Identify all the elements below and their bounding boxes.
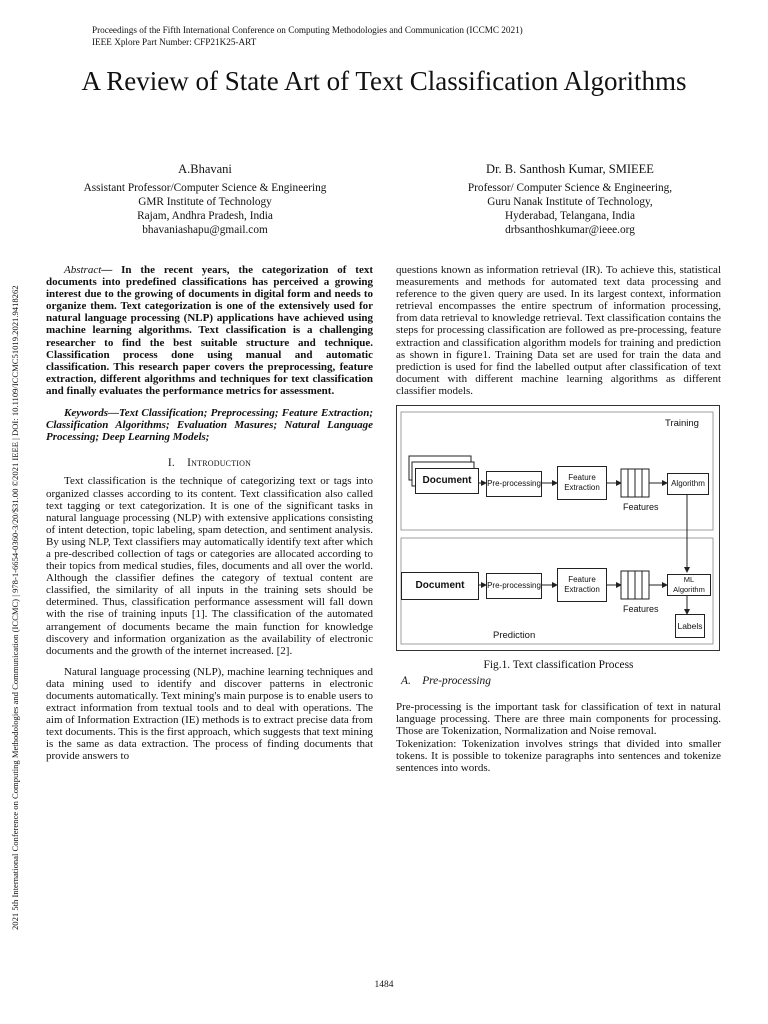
figure-connectors	[397, 406, 719, 650]
author-affiliation: Assistant Professor/Computer Science & Engineering	[83, 182, 327, 194]
feature-extraction-box-prediction: Feature Extraction	[557, 568, 607, 602]
intro-paragraph-1: Text classification is the technique of categorizing text or tags into organized classes according to its content. Text classification also called text tagging or text categorization. It is one of the significant tasks in natural language processing (NLP) with extensive applications consisting of intent detection, topic labeling, spam detection, and sentiment analysis. By using NLP, Text classifiers may automatically identify text after which a pre-described collection of tags or categories are allocated according to their topics from medical studies, files, documents and all over the world. Although the classifier defines the category of textual content are classified, the similarity of all inputs in the training sets should be determined. Thus, classification performance assessment will fall down with the rise of training inputs [1]. The classification of the automated arrangement of documents became the main function for knowledge discovery and information organization as the availability of electronic documents and the growth of the internet increased. [2].	[46, 475, 373, 657]
labels-box: Labels	[675, 614, 705, 638]
author-location: Rajam, Andhra Pradesh, India	[137, 210, 273, 222]
section-number: I.	[167, 457, 175, 470]
header-line-2: IEEE Xplore Part Number: CFP21K25-ART	[92, 37, 257, 47]
author-affiliation: Professor/ Computer Science & Engineering,	[467, 182, 673, 194]
author-email: bhavaniashapu@gmail.com	[142, 224, 268, 236]
algorithm-box: Algorithm	[667, 473, 709, 495]
author-2	[420, 162, 720, 237]
author-email: drbsanthoshkumar@ieee.org	[505, 224, 635, 236]
prediction-label: Prediction	[493, 630, 536, 642]
subsection-title: Pre-processing	[422, 675, 491, 688]
abstract-label: Abstract	[64, 264, 102, 276]
preprocessing-box: Pre-processing	[486, 471, 542, 497]
document-box: Document	[415, 468, 479, 494]
author-location: Hyderabad, Telangana, India	[504, 210, 636, 222]
author-1	[60, 162, 350, 237]
abstract	[46, 264, 373, 397]
author-institute: Guru Nanak Institute of Technology,	[487, 196, 653, 208]
doi-sidebar: 2021 5th International Conference on Computing Methodologies and Communication (ICCMC) | 978-1-6654-0360-3/20/$31.00 ©2021 IEEE | DOI: 10.1109/ICCMC51019.2021.9418262	[10, 285, 20, 930]
intro-paragraph-2: Natural language processing (NLP), machine learning techniques and data mining used to identify and discover patterns in electronic documents automatically. Text mining's main purpose is to enable users to extract information from textual tools and to deal with operations. The aim of Information Extraction (IE) methods is to extract precise data from text documents. This is the first approach, which suggests that text mining is the same as data extraction. The process of finding documents that provide answers to	[46, 665, 373, 763]
document-box-prediction: Document	[401, 572, 479, 600]
keywords	[46, 407, 373, 443]
section-heading-introduction	[46, 457, 373, 469]
subsection-heading	[401, 675, 721, 687]
features-grid-prediction	[621, 571, 649, 599]
preprocessing-box-prediction: Pre-processing	[486, 573, 542, 599]
subsection-number: A.	[401, 675, 411, 688]
preprocessing-paragraph-1: Pre-processing is the important task for classification of text in natural language processing. There are three main components for processing. Those are Tokenization, Normalization and Noise removal.	[396, 701, 721, 738]
page-number: 1484	[374, 980, 394, 990]
keywords-text: Text Classification; Preprocessing; Feature Extraction; Classification Algorithms; Evaluation Masures; Natural Language Processing; Deep Learning Models;	[46, 407, 373, 444]
figure-caption: Fig.1. Text classification Process	[483, 659, 634, 672]
figure-1	[396, 405, 720, 651]
author-institute: GMR Institute of Technology	[138, 196, 272, 208]
features-label-prediction: Features	[623, 604, 659, 615]
paper-title: A Review of State Art of Text Classification Algorithms	[81, 66, 687, 96]
author-name: A.Bhavani	[178, 162, 232, 176]
features-label: Features	[623, 502, 659, 513]
right-column	[396, 264, 721, 774]
section-title: Introduction	[187, 457, 252, 470]
author-name: Dr. B. Santhosh Kumar, SMIEEE	[486, 162, 654, 176]
right-paragraph-1: questions known as information retrieval (IR). To achieve this, statistical measurements and methods for automated text data processing and reference to the given query are used. In its largest context, information retrieval encompasses the entire spectrum of information processing, from data retrieval to knowledge retrieval. Text classification contains the steps for processing classification are followed as pre-processing, feature extraction and classification algorithm models for training and prediction as shown in figure1. Training Data set are used for train the data and prediction is used for find the labelled output after classification of text document with different machine learning algorithms as different classifier models.	[396, 264, 721, 397]
training-label: Training	[665, 418, 699, 430]
running-header	[92, 24, 523, 48]
keywords-label: Keywords—	[64, 407, 119, 420]
features-grid-training	[621, 469, 649, 497]
feature-extraction-box: Feature Extraction	[557, 466, 607, 500]
preprocessing-paragraph-2: Tokenization: Tokenization involves strings that divided into smaller tokens. It is possible to tokenize paragraphs into sentences and tokenize sentences into words.	[396, 737, 721, 774]
abstract-text: — In the recent years, the categorization of text documents into predefined classifications has perceived a growing interest due to the growing of documents in digital form and needs to organize them. Text categorization is one of the extensively used for natural language processing (NLP) applications have achieved using machine learning algorithms. Text classification is a challenging researcher to find the best suitable structure and technique. Classification process done using manual and automatic classification. This research paper covers the preprocessing, feature extraction, different algorithms and techniques for text classification and finally evaluates the performance metrics for assessment.	[46, 264, 373, 397]
header-line-1: Proceedings of the Fifth International Conference on Computing Methodologies and Communication (ICCMC 2021)	[92, 25, 523, 35]
ml-algorithm-box: ML Algorithm	[667, 574, 711, 596]
left-column	[46, 264, 373, 763]
